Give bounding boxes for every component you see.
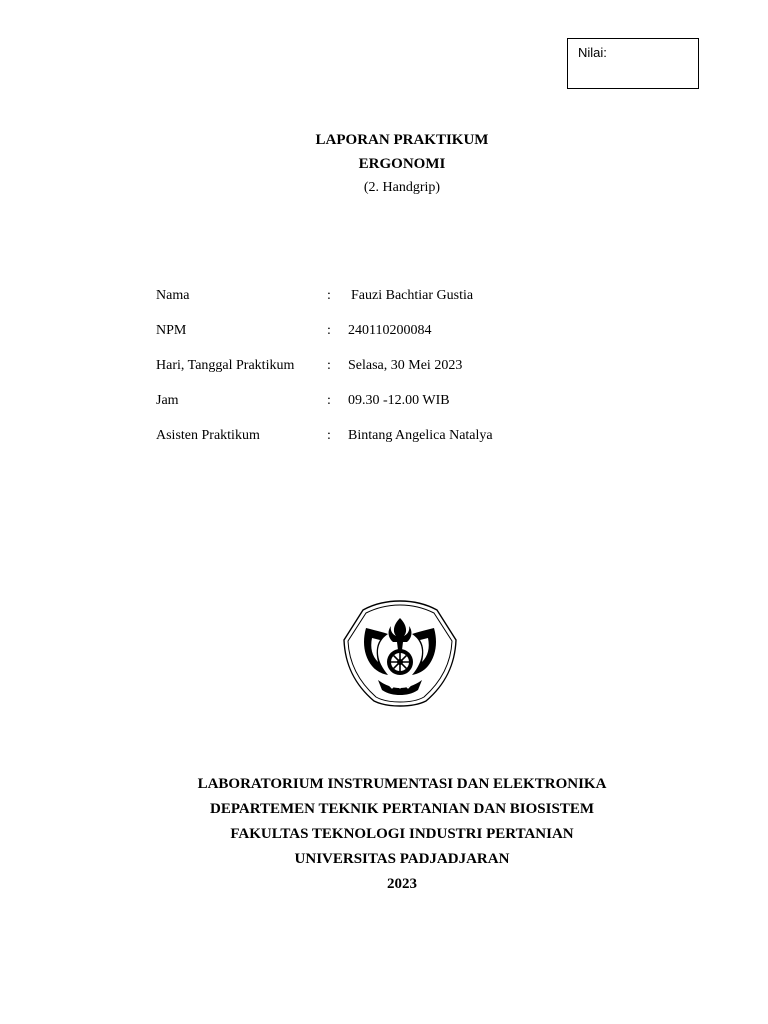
info-label: Nama xyxy=(156,288,190,303)
info-label: Jam xyxy=(156,393,179,408)
info-colon: : xyxy=(327,323,331,338)
faculty-name: FAKULTAS TEKNOLOGI INDUSTRI PERTANIAN xyxy=(230,826,574,842)
department-name: DEPARTEMEN TEKNIK PERTANIAN DAN BIOSISTEM xyxy=(209,801,594,817)
report-year: 2023 xyxy=(387,876,417,892)
info-colon: : xyxy=(327,358,331,373)
info-label: NPM xyxy=(156,323,187,338)
info-value: Bintang Angelica Natalya xyxy=(348,428,493,443)
institution-block xyxy=(0,772,768,897)
info-colon: : xyxy=(327,288,331,303)
report-title: LAPORAN PRAKTIKUM xyxy=(315,132,489,148)
title-block xyxy=(0,128,768,202)
info-value: Fauzi Bachtiar Gustia xyxy=(351,288,474,303)
nilai-box xyxy=(567,38,699,89)
info-label: Hari, Tanggal Praktikum xyxy=(156,358,295,373)
course-title: ERGONOMI xyxy=(358,156,446,172)
info-value: 240110200084 xyxy=(348,323,432,338)
university-name: UNIVERSITAS PADJADJARAN xyxy=(294,851,510,867)
report-subtitle: (2. Handgrip) xyxy=(363,180,441,195)
info-colon: : xyxy=(327,393,331,408)
info-value: 09.30 -12.00 WIB xyxy=(348,393,450,408)
university-emblem-icon xyxy=(342,598,458,708)
info-label: Asisten Praktikum xyxy=(156,428,260,443)
nilai-label: Nilai: xyxy=(578,45,607,60)
info-value: Selasa, 30 Mei 2023 xyxy=(348,358,463,373)
laboratory-name: LABORATORIUM INSTRUMENTASI DAN ELEKTRONIKA xyxy=(197,776,607,792)
info-colon: : xyxy=(327,428,331,443)
